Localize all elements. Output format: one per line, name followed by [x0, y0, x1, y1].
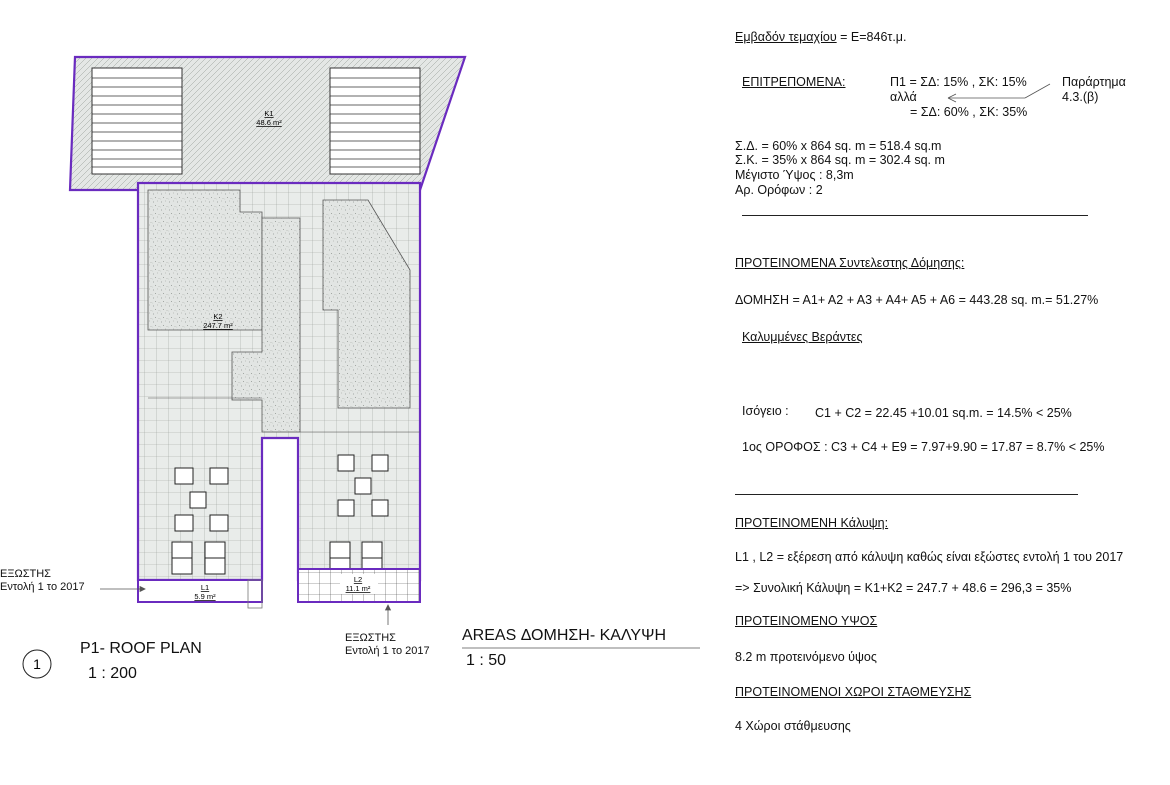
permitted-line2: αλλά: [890, 90, 917, 104]
ground-label: Ισόγειο :: [742, 404, 789, 418]
l1-area: 5.9 m²: [194, 592, 216, 601]
zone-l1: [138, 580, 262, 608]
exostis-left-note: Εντολή 1 το 2017: [0, 581, 85, 593]
plot-area-line: [735, 30, 906, 44]
coverage-heading: ΠΡΟΤΕΙΝΟΜΕΝΗ Κάλυψη:: [735, 516, 889, 530]
view-scale: 1 : 200: [88, 665, 137, 682]
domisi-formula: ΔΟΜΗΣΗ = Α1+ Α2 + Α3 + Α4+ Α5 + Α6 = 443.28 sq. m.= 51.27%: [735, 293, 1099, 307]
view-number: 1: [33, 656, 41, 672]
view-title: P1- ROOF PLAN: [80, 640, 202, 657]
zone-k1: [70, 57, 465, 190]
proposed-heading: ΠΡΟΤΕΙΝΟΜΕΝΑ Συντελεστης Δόμησης:: [735, 256, 965, 270]
exostis-bottom-note: Εντολή 1 το 2017: [345, 645, 430, 657]
areas-title: AREAS ΔΟΜΗΣΗ- ΚΑΛΥΨΗ: [462, 627, 667, 644]
appendix-line1: Παράρτημα: [1062, 75, 1126, 89]
divider-1: [742, 215, 1088, 216]
plot-area-value: = Ε=846τ.μ.: [836, 30, 907, 44]
height-heading: ΠΡΟΤΕΙΝΟΜΕΝΟ ΥΨΟΣ: [735, 614, 878, 628]
parking-heading: ΠΡΟΤΕΙΝΟΜΕΝΟΙ ΧΩΡΟΙ ΣΤΑΘΜΕΥΣΗΣ: [735, 685, 972, 699]
k2-code: K2: [213, 312, 223, 321]
coverage-total: => Συνολική Κάλυψη = Κ1+Κ2 = 247.7 + 48.6 = 296,3 = 35%: [735, 581, 1072, 595]
first-floor-calc: 1ος ΟΡΟΦΟΣ : C3 + C4 + E9 = 7.97+9.90 = 17.87 = 8.7% < 25%: [742, 440, 1105, 454]
exostis-left-title: ΕΞΩΣΤΗΣ: [0, 568, 51, 580]
coverage-note: L1 , L2 = εξέρεση από κάλυψη καθώς είναι εξώστες εντολή 1 του 2017: [735, 550, 1124, 564]
height-value: 8.2 m προτεινόμενο ύψος: [735, 650, 877, 664]
floors: Αρ. Ορόφων : 2: [735, 183, 823, 197]
max-height: Μέγιστο Ύψος : 8,3m: [735, 168, 854, 182]
l2-code: L2: [353, 575, 363, 584]
calc-sk: Σ.Κ. = 35% x 864 sq. m = 302.4 sq. m: [735, 153, 945, 167]
permitted-label: ΕΠΙΤΡΕΠΟΜΕΝΑ:: [742, 75, 846, 89]
zone-l2: [298, 569, 420, 602]
calc-sd: Σ.Δ. = 60% x 864 sq. m = 518.4 sq.m: [735, 139, 942, 153]
l1-code: L1: [200, 583, 210, 592]
parking-value: 4 Χώροι στάθμευσης: [735, 719, 851, 733]
k1-area: 48.6 m²: [256, 118, 282, 127]
permitted-line3: = ΣΔ: 60% , ΣΚ: 35%: [910, 105, 1028, 119]
appendix-line2: 4.3.(β): [1062, 90, 1099, 104]
divider-2: [735, 494, 1078, 495]
k1-code: K1: [264, 109, 274, 118]
permitted-line1: Π1 = ΣΔ: 15% , ΣΚ: 15%: [890, 75, 1027, 89]
verandas-heading: Καλυμμένες Βεράντες: [742, 330, 863, 344]
k2-area: 247.7 m²: [203, 321, 233, 330]
appendix-leader: [940, 80, 1055, 105]
ground-calc: C1 + C2 = 22.45 +10.01 sq.m. = 14.5% < 25%: [815, 406, 1072, 420]
plot-area-label: Εμβαδόν τεμαχίου: [735, 30, 837, 44]
l2-area: 11.1 m²: [345, 584, 371, 593]
areas-scale: 1 : 50: [466, 652, 507, 669]
exostis-bottom-title: ΕΞΩΣΤΗΣ: [345, 632, 396, 644]
